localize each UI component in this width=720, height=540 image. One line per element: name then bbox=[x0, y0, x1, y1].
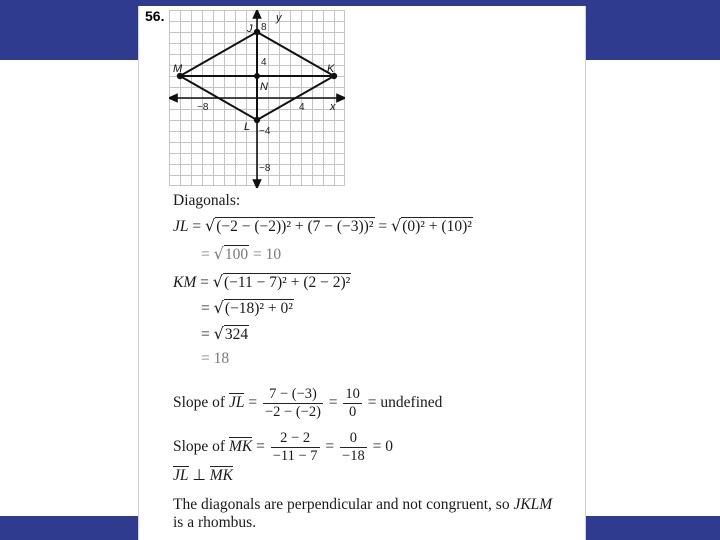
equals: = bbox=[324, 394, 342, 412]
radicand: (−2 − (−2))² + (7 − (−3))² bbox=[216, 218, 374, 235]
conclusion-line1 bbox=[173, 496, 552, 514]
segment-jl: JL bbox=[228, 394, 245, 412]
equals: = bbox=[321, 438, 339, 456]
diagonals-heading: Diagonals: bbox=[173, 192, 241, 209]
segment-jl: JL bbox=[173, 467, 189, 484]
point-n-marker bbox=[254, 73, 260, 79]
slope-prefix: Slope of bbox=[173, 394, 229, 412]
km-distance-line4: = 18 bbox=[201, 350, 230, 367]
segment-mk: MK bbox=[209, 467, 234, 484]
perpendicular-statement bbox=[173, 466, 233, 485]
perpendicular-icon: ⊥ bbox=[188, 467, 210, 484]
jl-symbol: JL bbox=[173, 218, 189, 235]
sqrt-icon: √ bbox=[391, 216, 402, 235]
coordinate-graph bbox=[169, 10, 345, 188]
denominator: 0 bbox=[349, 404, 357, 420]
sqrt-icon: √ bbox=[213, 324, 224, 343]
equals: = bbox=[201, 300, 214, 317]
equals: = bbox=[196, 274, 213, 291]
radicand: (−18)² + 0² bbox=[224, 300, 293, 317]
sqrt-icon: √ bbox=[213, 298, 224, 317]
jl-distance-line1 bbox=[173, 216, 473, 236]
point-l-marker bbox=[254, 117, 260, 123]
slope-jl-fraction1 bbox=[263, 386, 323, 421]
tick-x-4: 4 bbox=[299, 102, 305, 113]
sqrt-icon: √ bbox=[205, 216, 216, 235]
slope-mk-fraction2 bbox=[340, 430, 367, 465]
label-l: L bbox=[244, 121, 251, 133]
slope-prefix: Slope of bbox=[173, 438, 229, 456]
numerator: 2 − 2 bbox=[271, 430, 320, 448]
problem-number: 56. bbox=[145, 8, 165, 24]
tick-y-neg4: −4 bbox=[259, 126, 271, 137]
numerator: 10 bbox=[345, 386, 360, 402]
figure-name: JKLM bbox=[513, 496, 553, 513]
slope-mk-line bbox=[173, 430, 393, 465]
radicand: 324 bbox=[224, 326, 249, 343]
equals: = bbox=[201, 326, 214, 343]
equals: = bbox=[244, 394, 261, 412]
tick-y-4: 4 bbox=[261, 57, 267, 68]
tick-y-neg8: −8 bbox=[259, 163, 271, 174]
equals: = bbox=[188, 218, 205, 235]
conclusion-text: The diagonals are perpendicular and not congruent, so bbox=[173, 496, 514, 513]
label-n: N bbox=[260, 81, 268, 93]
sqrt-icon: √ bbox=[213, 244, 224, 263]
tick-x-neg8: −8 bbox=[197, 102, 209, 113]
radicand: (0)² + (10)² bbox=[402, 218, 472, 235]
denominator: −11 − 7 bbox=[272, 448, 318, 464]
equals: = bbox=[252, 438, 269, 456]
worksheet-page bbox=[138, 6, 586, 540]
sqrt-icon: √ bbox=[212, 272, 223, 291]
denominator: −2 − (−2) bbox=[264, 404, 321, 420]
jl-distance-line2 bbox=[201, 244, 281, 264]
slope-mk-result: = 0 bbox=[368, 438, 393, 456]
segment-mk: MK bbox=[228, 438, 253, 456]
denominator: −18 bbox=[342, 448, 365, 464]
slope-jl-line bbox=[173, 386, 442, 421]
label-k: K bbox=[327, 63, 335, 75]
slope-mk-fraction1 bbox=[271, 430, 320, 465]
conclusion-line2: is a rhombus. bbox=[173, 514, 257, 531]
jl-result: = 10 bbox=[249, 246, 282, 263]
point-j-marker bbox=[254, 29, 260, 35]
km-symbol: KM bbox=[173, 274, 197, 291]
km-distance-line2 bbox=[201, 298, 294, 318]
label-j: J bbox=[247, 23, 253, 35]
axis-x-label: x bbox=[330, 101, 336, 113]
equals: = bbox=[201, 246, 214, 263]
radicand: 100 bbox=[224, 246, 249, 263]
slope-jl-result: = undefined bbox=[363, 394, 443, 412]
km-distance-line1 bbox=[173, 272, 351, 292]
equals: = bbox=[374, 218, 391, 235]
km-distance-line3 bbox=[201, 324, 249, 344]
numerator: 0 bbox=[340, 430, 367, 448]
label-m: M bbox=[173, 63, 183, 75]
slope-jl-fraction2 bbox=[343, 386, 362, 421]
numerator: 7 − (−3) bbox=[263, 386, 323, 404]
axis-y-label: y bbox=[276, 12, 282, 24]
radicand: (−11 − 7)² + (2 − 2)² bbox=[223, 274, 351, 291]
tick-y-8: 8 bbox=[261, 22, 267, 33]
